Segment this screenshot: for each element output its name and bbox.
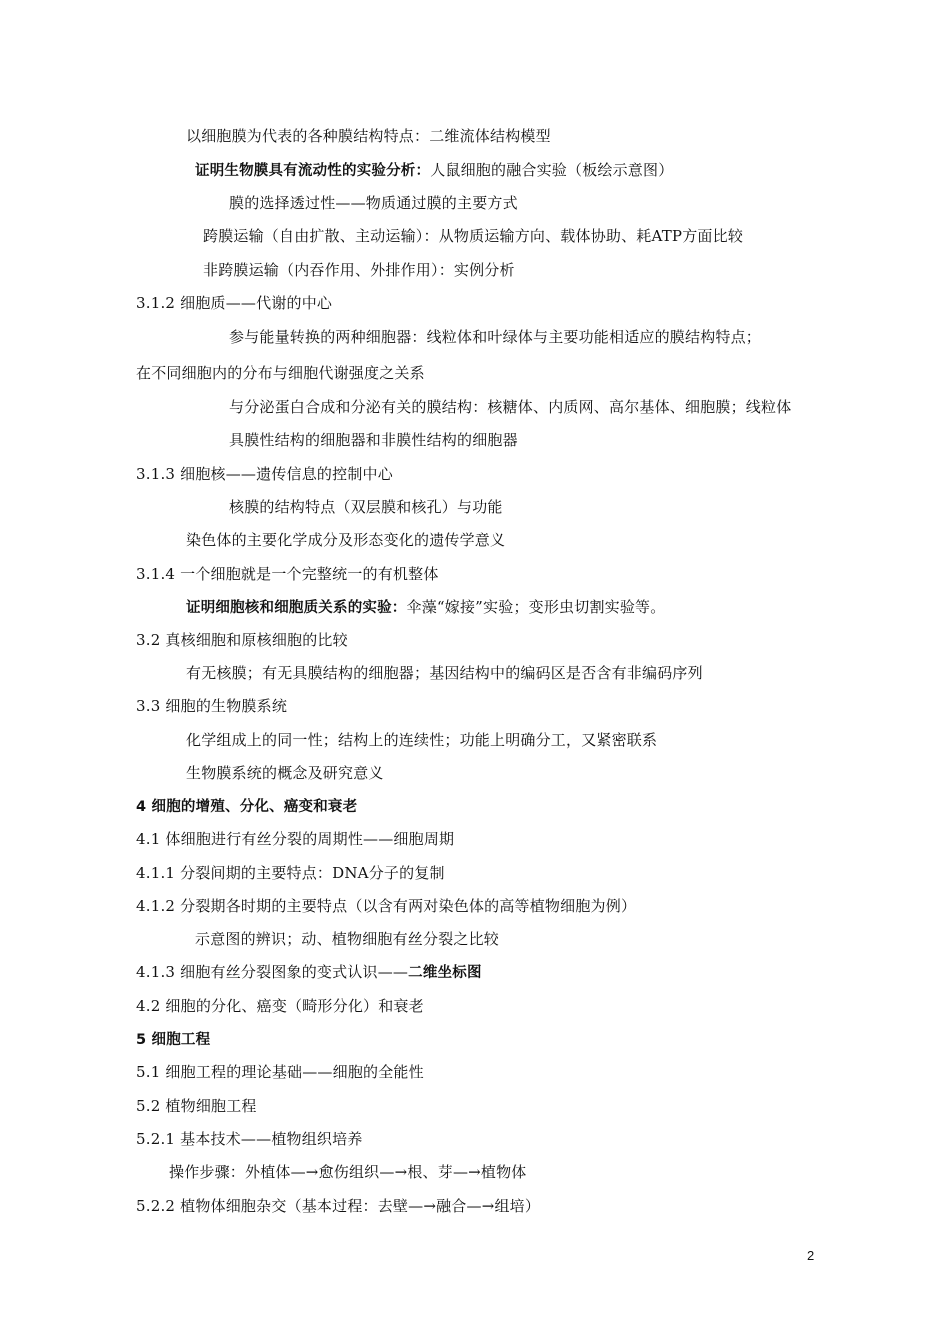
text-line-20	[186, 763, 384, 783]
line-text: 染色体的主要化学成分及形态变化的遗传学意义	[186, 531, 506, 549]
line-text: 以细胞膜为代表的各种膜结构特点：二维流体结构模型	[186, 127, 551, 145]
line-text: 5.2.2 植物体细胞杂交（基本过程：去壁—→融合—→组培）	[136, 1197, 541, 1215]
text-line-33	[136, 1196, 540, 1216]
text-line-10	[229, 430, 518, 450]
text-line-31	[136, 1129, 363, 1149]
section-heading-5	[136, 1029, 210, 1050]
line-text: 化学组成上的同一性；结构上的连续性；功能上明确分工，又紧密联系	[186, 731, 658, 749]
text-line-16	[136, 630, 348, 650]
text-line-22	[136, 829, 454, 849]
line-text: 操作步骤：外植体—→愈伤组织—→根、芽—→植物体	[169, 1163, 527, 1181]
line-text: 3.1.4 一个细胞就是一个完整统一的有机整体	[136, 565, 439, 583]
text-line-11	[136, 464, 393, 484]
text-line-1	[186, 126, 551, 146]
text-line-29	[136, 1062, 424, 1082]
text-line-13	[186, 530, 505, 550]
line-text: 示意图的辨识；动、植物细胞有丝分裂之比较	[195, 930, 500, 948]
line-text: 人鼠细胞的融合实验（板绘示意图）	[430, 161, 674, 179]
heading-text: 5 细胞工程	[136, 1032, 211, 1048]
line-text: 5.2.1 基本技术——植物组织培养	[136, 1130, 363, 1148]
line-text: 非跨膜运输（内吞作用、外排作用）：实例分析	[203, 261, 515, 279]
page-number: 2	[807, 1248, 815, 1263]
text-line-4	[203, 226, 743, 246]
line-text: 参与能量转换的两种细胞器：线粒体和叶绿体与主要功能相适应的膜结构特点；	[229, 328, 762, 346]
line-text: 3.2 真核细胞和原核细胞的比较	[136, 631, 348, 649]
line-text: 4.1 体细胞进行有丝分裂的周期性——细胞周期	[136, 830, 455, 848]
text-line-3	[229, 193, 518, 213]
text-line-19	[186, 730, 657, 750]
line-bold-lead: 证明细胞核和细胞质关系的实验：	[186, 600, 407, 616]
line-text: 具膜性结构的细胞器和非膜性结构的细胞器	[229, 431, 518, 449]
line-text: 核膜的结构特点（双层膜和核孔）与功能	[229, 498, 503, 516]
text-line-5	[203, 260, 515, 280]
line-text: 在不同细胞内的分布与细胞代谢强度之关系	[136, 364, 425, 382]
line-text: 生物膜系统的概念及研究意义	[186, 764, 384, 782]
heading-text: 4 细胞的增殖、分化、癌变和衰老	[136, 799, 358, 815]
line-text: 跨膜运输（自由扩散、主动运输）：从物质运输方向、载体协助、耗ATP方面比较	[203, 227, 744, 245]
line-text: 伞藻“嫁接”实验；变形虫切割实验等。	[406, 598, 666, 616]
text-line-18	[136, 696, 287, 716]
line-text: 有无核膜；有无具膜结构的细胞器；基因结构中的编码区是否含有非编码序列	[186, 664, 703, 682]
line-text: 5.2 植物细胞工程	[136, 1097, 257, 1115]
text-line-17	[186, 663, 703, 683]
line-bold-lead: 证明生物膜具有流动性的实验分析：	[195, 163, 431, 179]
text-line-24	[136, 896, 636, 916]
text-line-15	[186, 597, 665, 618]
text-line-2	[195, 160, 673, 181]
text-line-6	[136, 293, 332, 313]
line-text: 4.2 细胞的分化、癌变（畸形分化）和衰老	[136, 997, 424, 1015]
line-text: 4.1.3 细胞有丝分裂图象的变式认识——	[136, 963, 409, 981]
line-text: 4.1.2 分裂期各时期的主要特点（以含有两对染色体的高等植物细胞为例）	[136, 897, 637, 915]
text-line-30	[136, 1096, 257, 1116]
line-text: 3.3 细胞的生物膜系统	[136, 697, 288, 715]
text-line-25	[195, 929, 499, 949]
section-heading-4	[136, 796, 357, 817]
text-line-26	[136, 962, 482, 983]
line-bold-tail: 二维坐标图	[408, 965, 482, 981]
line-text: 5.1 细胞工程的理论基础——细胞的全能性	[136, 1063, 424, 1081]
line-text: 3.1.3 细胞核——遗传信息的控制中心	[136, 465, 393, 483]
text-line-7	[229, 327, 761, 347]
text-line-27	[136, 996, 424, 1016]
line-text: 与分泌蛋白合成和分泌有关的膜结构：核糖体、内质网、高尔基体、细胞膜；线粒体	[229, 398, 792, 416]
line-text: 4.1.1 分裂间期的主要特点：DNA分子的复制	[136, 864, 445, 882]
text-line-8	[136, 363, 425, 383]
text-line-9	[229, 397, 791, 417]
text-line-14	[136, 564, 439, 584]
text-line-32	[169, 1162, 527, 1182]
text-line-23	[136, 863, 445, 883]
text-line-12	[229, 497, 503, 517]
line-text: 3.1.2 细胞质——代谢的中心	[136, 294, 333, 312]
line-text: 膜的选择透过性——物质通过膜的主要方式	[229, 194, 518, 212]
